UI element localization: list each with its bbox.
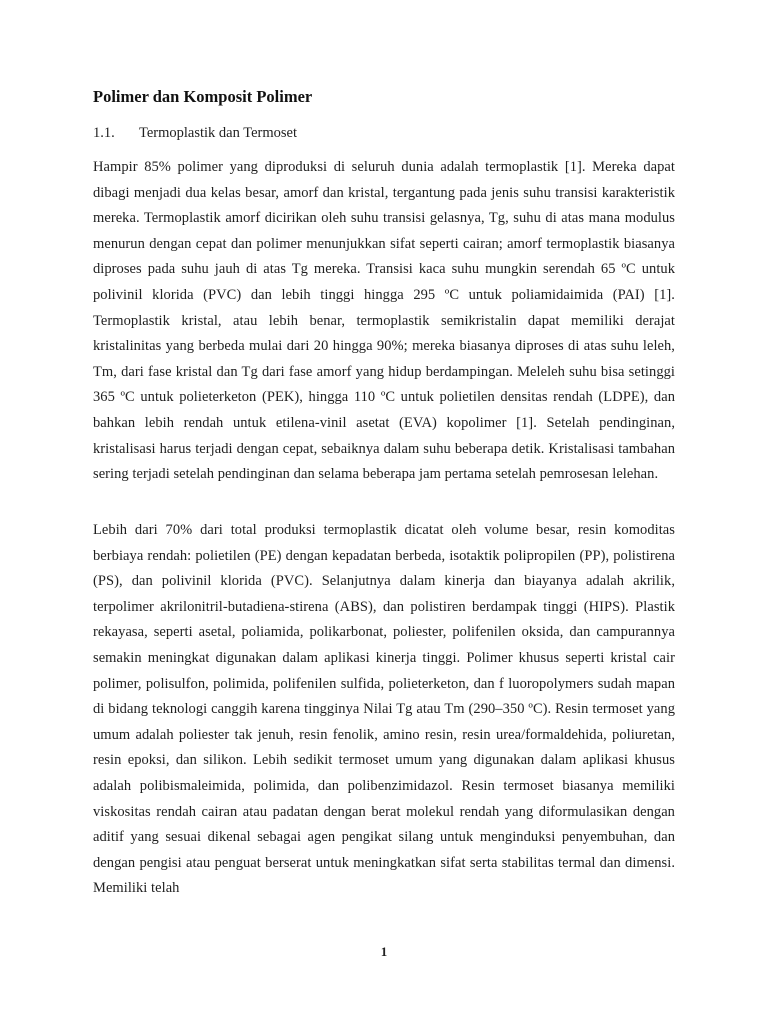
section-number: 1.1. xyxy=(93,125,115,141)
section-heading xyxy=(93,122,297,144)
document-title: Polimer dan Komposit Polimer xyxy=(93,87,313,106)
body-paragraph: Lebih dari 70% dari total produksi termoplastik dicatat oleh volume besar, resin komoditas berbiaya rendah: polietilen (PE) dengan kepadatan berbeda, isotaktik polipropilen (PP), polistirena (PS), dan polivinil klorida (PVC). Selanjutnya dalam kinerja dan biayanya adalah akrilik, terpolimer akrilonitril-butadiena-stirena (ABS), dan polistiren berdampak tinggi (HIPS). Plastik rekayasa, seperti asetal, poliamida, polikarbonat, poliester, polifenilen oksida, dan campurannya semakin meningkat digunakan dalam aplikasi kinerja tinggi. Polimer khusus seperti kristal cair polimer, polisulfon, polimida, polifenilen sulfida, polieterketon, dan f luoropolymers sudah mapan di bidang teknologi canggih karena tingginya Nilai Tg atau Tm (290–350 ºC). Resin termoset yang umum adalah poliester tak jenuh, resin fenolik, amino resin, resin urea/formaldehida, poliuretan, resin epoksi, dan silikon. Lebih sedikit termoset umum yang digunakan dalam aplikasi khusus adalah polibismaleimida, polimida, dan polibenzimidazol. Resin termoset biasanya memiliki viskositas rendah cairan atau padatan dengan berat molekul rendah yang diformulasikan dengan aditif yang sesuai dikenal sebagai agen pengikat silang untuk menginduksi penyembuhan, dan dengan pengisi atau penguat berserat untuk meningkatkan sifat serta stabilitas termal dan dimensi. Memiliki telah xyxy=(93,522,675,897)
section-title: Termoplastik dan Termoset xyxy=(139,125,297,141)
body-paragraph: Hampir 85% polimer yang diproduksi di seluruh dunia adalah termoplastik [1]. Mereka dapat dibagi menjadi dua kelas besar, amorf dan kristal, tergantung pada jenis suhu transisi karakteristik mereka. Termoplastik amorf dicirikan oleh suhu transisi gelasnya, Tg, suhu di atas mana modulus menurun dengan cepat dan polimer menunjukkan sifat seperti cairan; amorf termoplastik biasanya diproses pada suhu jauh di atas Tg mereka. Transisi kaca suhu mungkin serendah 65 ºC untuk polivinil klorida (PVC) dan lebih tinggi hingga 295 ºC untuk poliamidaimida (PAI) [1]. Termoplastik kristal, atau lebih benar, termoplastik semikristalin dapat memiliki derajat kristalinitas yang berbeda mulai dari 20 hingga 90%; mereka biasanya diproses di atas suhu leleh, Tm, dari fase kristal dan Tg dari fase amorf yang hidup berdampingan. Meleleh suhu bisa setinggi 365 ºC untuk polieterketon (PEK), hingga 110 ºC untuk polietilen densitas rendah (LDPE), dan bahkan lebih rendah untuk etilena-vinil asetat (EVA) kopolimer [1]. Setelah pendinginan, kristalisasi harus terjadi dengan cepat, sebaiknya dalam suhu beberapa detik. Kristalisasi tambahan sering terjadi setelah pendinginan dan selama beberapa jam pertama setelah pemrosesan lelehan. xyxy=(93,159,675,483)
page-number: 1 xyxy=(380,944,388,959)
